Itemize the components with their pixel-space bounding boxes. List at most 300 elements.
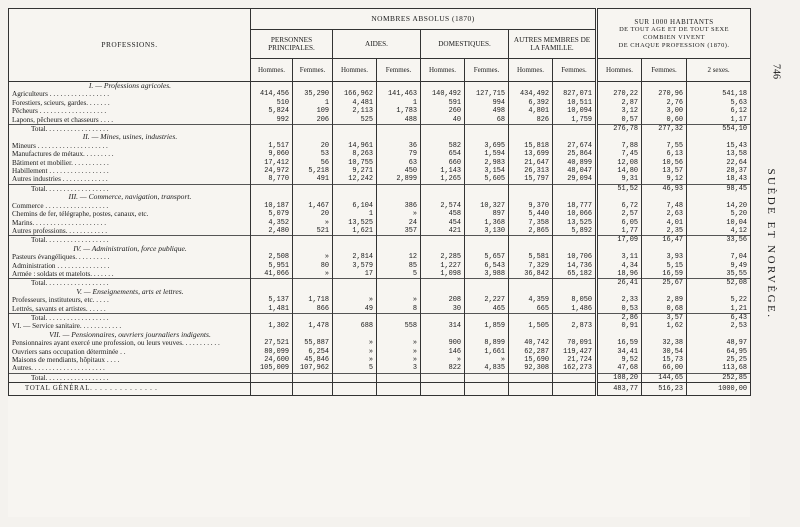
- value-cell: 68: [465, 116, 509, 125]
- value-cell: 1,77: [597, 227, 642, 236]
- value-cell: [251, 383, 293, 396]
- value-cell: [377, 279, 421, 288]
- row-label: Chemins de fer, télégraphe, postes, canaux, etc.: [9, 210, 251, 218]
- value-cell: [421, 236, 465, 245]
- value-cell: »: [333, 348, 377, 356]
- value-cell: 2,57: [597, 210, 642, 218]
- value-cell: 2,227: [465, 296, 509, 304]
- value-cell: 1000,00: [687, 383, 751, 396]
- value-cell: 20: [293, 142, 333, 150]
- value-cell: 10,04: [687, 219, 751, 227]
- value-cell: 822: [421, 364, 465, 373]
- value-cell: 992: [251, 116, 293, 125]
- value-cell: 2,508: [251, 253, 293, 261]
- value-cell: 15,73: [642, 356, 687, 364]
- value-cell: [293, 184, 333, 193]
- value-cell: 2,873: [553, 322, 597, 330]
- value-cell: 454: [421, 219, 465, 227]
- empty-cell: [293, 193, 333, 201]
- value-cell: 826: [509, 116, 553, 125]
- per-1000-line-3: COMBIEN VIVENT: [643, 33, 705, 41]
- value-cell: 1,17: [687, 116, 751, 125]
- value-cell: 16,59: [642, 270, 687, 279]
- empty-cell: [377, 331, 421, 339]
- per-1000-line-4: DE CHAQUE PROFESSION (1870).: [618, 41, 730, 49]
- value-cell: 105,009: [251, 364, 293, 373]
- value-cell: 24: [377, 219, 421, 227]
- value-cell: [553, 125, 597, 134]
- value-cell: 277,32: [642, 125, 687, 134]
- value-cell: 10,56: [642, 159, 687, 167]
- value-cell: 554,10: [687, 125, 751, 134]
- value-cell: 49: [333, 305, 377, 314]
- value-cell: 4,359: [509, 296, 553, 304]
- value-cell: 1,481: [251, 305, 293, 314]
- table-row: [9, 305, 751, 314]
- value-cell: 2,53: [687, 322, 751, 330]
- value-cell: 270,22: [597, 90, 642, 98]
- table-row: [9, 364, 751, 373]
- value-cell: 582: [421, 142, 465, 150]
- row-label: Pasteurs évangéliques. . . . . . . . . .: [9, 253, 251, 261]
- value-cell: 5,20: [687, 210, 751, 218]
- value-cell: 80: [293, 262, 333, 270]
- value-cell: 13,57: [642, 167, 687, 175]
- value-cell: 6,543: [465, 262, 509, 270]
- value-cell: 0,60: [642, 116, 687, 125]
- row-label: Mineurs . . . . . . . . . . . . . . . . . . . .: [9, 142, 251, 150]
- empty-cell: [377, 133, 421, 141]
- page-number: 746: [770, 64, 782, 79]
- value-cell: 510: [251, 99, 293, 107]
- value-cell: [421, 125, 465, 134]
- value-cell: 10,094: [553, 107, 597, 115]
- value-cell: 2,89: [642, 296, 687, 304]
- value-cell: 51,52: [597, 184, 642, 193]
- value-cell: 3,154: [465, 167, 509, 175]
- empty-cell: [465, 331, 509, 339]
- value-cell: 15,797: [509, 175, 553, 184]
- value-cell: 1,859: [465, 322, 509, 330]
- table-row: [9, 253, 751, 261]
- value-cell: 1,265: [421, 175, 465, 184]
- women-header: Femmes.: [293, 59, 333, 82]
- value-cell: 10,755: [333, 159, 377, 167]
- row-label: VII. — Pensionnaires, ouvriers journaliers indigents.: [9, 331, 251, 339]
- value-cell: [333, 313, 377, 322]
- row-label: II. — Mines, usines, industries.: [9, 133, 251, 141]
- row-label: Total. . . . . . . . . . . . . . . . . .: [9, 184, 251, 193]
- value-cell: 2,113: [333, 107, 377, 115]
- value-cell: 5,657: [465, 253, 509, 261]
- value-cell: [553, 373, 597, 382]
- row-label: Agriculteurs . . . . . . . . . . . . . . . . .: [9, 90, 251, 98]
- value-cell: 98,45: [687, 184, 751, 193]
- value-cell: 15,43: [687, 142, 751, 150]
- value-cell: 1,098: [421, 270, 465, 279]
- total-row: [9, 184, 751, 193]
- value-cell: 21,724: [553, 356, 597, 364]
- value-cell: »: [333, 356, 377, 364]
- value-cell: 7,358: [509, 219, 553, 227]
- empty-cell: [553, 245, 597, 253]
- empty-cell: [333, 82, 377, 91]
- empty-cell: [687, 82, 751, 91]
- empty-cell: [553, 331, 597, 339]
- value-cell: 12,08: [597, 159, 642, 167]
- value-cell: 80,099: [251, 348, 293, 356]
- empty-cell: [421, 82, 465, 91]
- value-cell: 17,09: [597, 236, 642, 245]
- women-header: Femmes.: [642, 59, 687, 82]
- empty-cell: [509, 245, 553, 253]
- value-cell: 27,674: [553, 142, 597, 150]
- value-cell: 64,95: [687, 348, 751, 356]
- value-cell: 5,605: [465, 175, 509, 184]
- value-cell: 4,12: [687, 227, 751, 236]
- men-header: Hommes.: [251, 59, 293, 82]
- value-cell: 14,961: [333, 142, 377, 150]
- empty-cell: [687, 193, 751, 201]
- value-cell: 0,53: [597, 305, 642, 314]
- empty-cell: [642, 133, 687, 141]
- value-cell: 1,505: [509, 322, 553, 330]
- value-cell: 17,412: [251, 159, 293, 167]
- men-header: Hommes.: [597, 59, 642, 82]
- value-cell: 36,842: [509, 270, 553, 279]
- empty-cell: [509, 288, 553, 296]
- value-cell: 6,104: [333, 202, 377, 210]
- value-cell: 70,091: [553, 339, 597, 347]
- value-cell: [509, 313, 553, 322]
- value-cell: »: [293, 253, 333, 261]
- value-cell: [333, 373, 377, 382]
- empty-cell: [293, 288, 333, 296]
- value-cell: 17: [333, 270, 377, 279]
- women-header: Femmes.: [377, 59, 421, 82]
- empty-cell: [421, 331, 465, 339]
- value-cell: 1: [333, 210, 377, 218]
- value-cell: 6,254: [293, 348, 333, 356]
- value-cell: 5,63: [687, 99, 751, 107]
- statistics-sheet: [8, 8, 750, 517]
- value-cell: 52,08: [687, 279, 751, 288]
- value-cell: 13,525: [553, 219, 597, 227]
- value-cell: 14,80: [597, 167, 642, 175]
- value-cell: 994: [465, 99, 509, 107]
- value-cell: [293, 279, 333, 288]
- table-row: [9, 99, 751, 107]
- value-cell: 3,988: [465, 270, 509, 279]
- row-label: Habillement . . . . . . . . . . . . . . . . .: [9, 167, 251, 175]
- side-title-strip: [764, 88, 784, 448]
- empty-cell: [642, 331, 687, 339]
- row-label: Autres. . . . . . . . . . . . . . . . . . . . .: [9, 364, 251, 373]
- value-cell: 6,392: [509, 99, 553, 107]
- empty-cell: [251, 331, 293, 339]
- value-cell: 29,094: [553, 175, 597, 184]
- section-header-row: [9, 331, 751, 339]
- total-row: [9, 279, 751, 288]
- value-cell: 3,57: [642, 313, 687, 322]
- empty-cell: [377, 82, 421, 91]
- value-cell: [465, 383, 509, 396]
- empty-cell: [251, 133, 293, 141]
- value-cell: »: [293, 270, 333, 279]
- value-cell: 6,43: [687, 313, 751, 322]
- value-cell: 9,12: [642, 175, 687, 184]
- value-cell: 3,579: [333, 262, 377, 270]
- empty-cell: [333, 331, 377, 339]
- empty-cell: [597, 82, 642, 91]
- value-cell: 1,467: [293, 202, 333, 210]
- value-cell: 276,78: [597, 125, 642, 134]
- value-cell: [465, 236, 509, 245]
- value-cell: 897: [465, 210, 509, 218]
- value-cell: 2,285: [421, 253, 465, 261]
- value-cell: 13,699: [509, 150, 553, 158]
- value-cell: 7,55: [642, 142, 687, 150]
- value-cell: [293, 125, 333, 134]
- value-cell: 16,47: [642, 236, 687, 245]
- value-cell: 5,15: [642, 262, 687, 270]
- value-cell: 109: [293, 107, 333, 115]
- value-cell: 2,574: [421, 202, 465, 210]
- table-row: [9, 356, 751, 364]
- value-cell: 27,521: [251, 339, 293, 347]
- value-cell: 8,899: [465, 339, 509, 347]
- value-cell: 15,690: [509, 356, 553, 364]
- value-cell: [465, 373, 509, 382]
- value-cell: 3,12: [597, 107, 642, 115]
- value-cell: [465, 313, 509, 322]
- value-cell: [377, 383, 421, 396]
- value-cell: 18,777: [553, 202, 597, 210]
- value-cell: 25,864: [553, 150, 597, 158]
- empty-cell: [465, 133, 509, 141]
- table-row: [9, 219, 751, 227]
- empty-cell: [465, 245, 509, 253]
- value-cell: 5,892: [553, 227, 597, 236]
- section-header-row: [9, 245, 751, 253]
- value-cell: [293, 383, 333, 396]
- value-cell: »: [377, 356, 421, 364]
- value-cell: 55,887: [293, 339, 333, 347]
- value-cell: 13,58: [687, 150, 751, 158]
- total-row: [9, 236, 751, 245]
- value-cell: 32,38: [642, 339, 687, 347]
- value-cell: 7,04: [687, 253, 751, 261]
- value-cell: [251, 279, 293, 288]
- value-cell: 434,492: [509, 90, 553, 98]
- value-cell: 314: [421, 322, 465, 330]
- empty-cell: [642, 288, 687, 296]
- value-cell: 465: [465, 305, 509, 314]
- value-cell: [377, 236, 421, 245]
- empty-cell: [509, 82, 553, 91]
- section-header-row: [9, 82, 751, 91]
- value-cell: 127,715: [465, 90, 509, 98]
- empty-cell: [421, 245, 465, 253]
- value-cell: 16,59: [597, 339, 642, 347]
- value-cell: 654: [421, 150, 465, 158]
- value-cell: [293, 236, 333, 245]
- value-cell: 866: [293, 305, 333, 314]
- row-label: VI. — Service sanitaire. . . . . . . . . . . .: [9, 322, 251, 330]
- value-cell: 516,23: [642, 383, 687, 396]
- value-cell: 3,130: [465, 227, 509, 236]
- row-label: Bâtiment et mobilier. . . . . . . . . . .: [9, 159, 251, 167]
- section-header-row: [9, 193, 751, 201]
- value-cell: [333, 383, 377, 396]
- section-header-row: [9, 133, 751, 141]
- table-row: [9, 142, 751, 150]
- empty-cell: [421, 288, 465, 296]
- value-cell: »: [377, 210, 421, 218]
- value-cell: 521: [293, 227, 333, 236]
- value-cell: [509, 383, 553, 396]
- value-cell: [421, 184, 465, 193]
- value-cell: [377, 373, 421, 382]
- total-row: [9, 313, 751, 322]
- value-cell: [251, 313, 293, 322]
- empty-cell: [377, 245, 421, 253]
- value-cell: 3,93: [642, 253, 687, 261]
- value-cell: 107,962: [293, 364, 333, 373]
- men-header: Hommes.: [333, 59, 377, 82]
- empty-cell: [687, 331, 751, 339]
- value-cell: 10,706: [553, 253, 597, 261]
- table-row: [9, 262, 751, 270]
- empty-cell: [293, 82, 333, 91]
- value-cell: 8,050: [553, 296, 597, 304]
- value-cell: 1: [377, 99, 421, 107]
- empty-cell: [293, 331, 333, 339]
- value-cell: 558: [377, 322, 421, 330]
- value-cell: 34,41: [597, 348, 642, 356]
- empty-cell: [333, 288, 377, 296]
- table-row: [9, 159, 751, 167]
- value-cell: 541,18: [687, 90, 751, 98]
- value-cell: 1,783: [377, 107, 421, 115]
- value-cell: 6,13: [642, 150, 687, 158]
- value-cell: 421: [421, 227, 465, 236]
- value-cell: »: [465, 356, 509, 364]
- value-cell: 18,96: [597, 270, 642, 279]
- value-cell: [465, 125, 509, 134]
- value-cell: 7,48: [642, 202, 687, 210]
- men-header: Hommes.: [421, 59, 465, 82]
- value-cell: 208: [421, 296, 465, 304]
- value-cell: 140,492: [421, 90, 465, 98]
- value-cell: 30: [421, 305, 465, 314]
- value-cell: [509, 184, 553, 193]
- value-cell: 483,77: [597, 383, 642, 396]
- women-header: Femmes.: [553, 59, 597, 82]
- value-cell: 660: [421, 159, 465, 167]
- empty-cell: [293, 133, 333, 141]
- value-cell: »: [377, 339, 421, 347]
- empty-cell: [377, 288, 421, 296]
- value-cell: 9,370: [509, 202, 553, 210]
- value-cell: [377, 313, 421, 322]
- men-header: Hommes.: [509, 59, 553, 82]
- value-cell: 48,97: [687, 339, 751, 347]
- value-cell: 26,41: [597, 279, 642, 288]
- value-cell: 2,865: [509, 227, 553, 236]
- value-cell: 46,93: [642, 184, 687, 193]
- table-row: [9, 339, 751, 347]
- empty-cell: [597, 193, 642, 201]
- value-cell: 1,661: [465, 348, 509, 356]
- value-cell: 144,65: [642, 373, 687, 382]
- value-cell: 357: [377, 227, 421, 236]
- value-cell: 1,302: [251, 322, 293, 330]
- value-cell: 900: [421, 339, 465, 347]
- empty-cell: [377, 193, 421, 201]
- empty-cell: [251, 193, 293, 201]
- professions-table: [8, 8, 751, 396]
- value-cell: 35,290: [293, 90, 333, 98]
- value-cell: 5,951: [251, 262, 293, 270]
- row-label: V. — Enseignements, arts et lettres.: [9, 288, 251, 296]
- value-cell: 28,37: [687, 167, 751, 175]
- value-cell: 1,594: [465, 150, 509, 158]
- value-cell: 827,071: [553, 90, 597, 98]
- value-cell: »: [293, 219, 333, 227]
- both-sexes-header: 2 sexes.: [687, 59, 751, 82]
- value-cell: 1,368: [465, 219, 509, 227]
- value-cell: 498: [465, 107, 509, 115]
- side-title: SUÈDE ET NORVÈGE.: [765, 168, 777, 320]
- value-cell: 2,480: [251, 227, 293, 236]
- empty-cell: [597, 245, 642, 253]
- value-cell: 1,486: [553, 305, 597, 314]
- value-cell: 24,972: [251, 167, 293, 175]
- value-cell: 525: [333, 116, 377, 125]
- value-cell: 2,76: [642, 99, 687, 107]
- value-cell: 3,695: [465, 142, 509, 150]
- value-cell: 3,00: [642, 107, 687, 115]
- value-cell: 53: [293, 150, 333, 158]
- group-autres-membres: AUTRES MEMBRES DE LA FAMILLE.: [509, 30, 597, 59]
- row-label: Total. . . . . . . . . . . . . . . . . .: [9, 125, 251, 134]
- row-label: Lettrés, savants et artistes. . . . . .: [9, 305, 251, 314]
- value-cell: 4,801: [509, 107, 553, 115]
- value-cell: 12: [377, 253, 421, 261]
- value-cell: 2,86: [597, 313, 642, 322]
- value-cell: 13,525: [333, 219, 377, 227]
- value-cell: 8,770: [251, 175, 293, 184]
- empty-cell: [421, 133, 465, 141]
- value-cell: 146: [421, 348, 465, 356]
- value-cell: 85: [377, 262, 421, 270]
- row-label: Manufactures de métaux. . . . . . . . .: [9, 150, 251, 158]
- value-cell: »: [333, 339, 377, 347]
- empty-cell: [553, 82, 597, 91]
- table-row: [9, 227, 751, 236]
- table-body: [9, 82, 751, 396]
- row-label: Administration . . . . . . . . . . . . . . .: [9, 262, 251, 270]
- row-label: Total. . . . . . . . . . . . . . . . . .: [9, 313, 251, 322]
- value-cell: 1,517: [251, 142, 293, 150]
- value-cell: 9,271: [333, 167, 377, 175]
- value-cell: 3: [377, 364, 421, 373]
- row-label: Autres industries . . . . . . . . . . . . .: [9, 175, 251, 184]
- value-cell: 14,736: [553, 262, 597, 270]
- value-cell: 30,54: [642, 348, 687, 356]
- value-cell: 5: [377, 270, 421, 279]
